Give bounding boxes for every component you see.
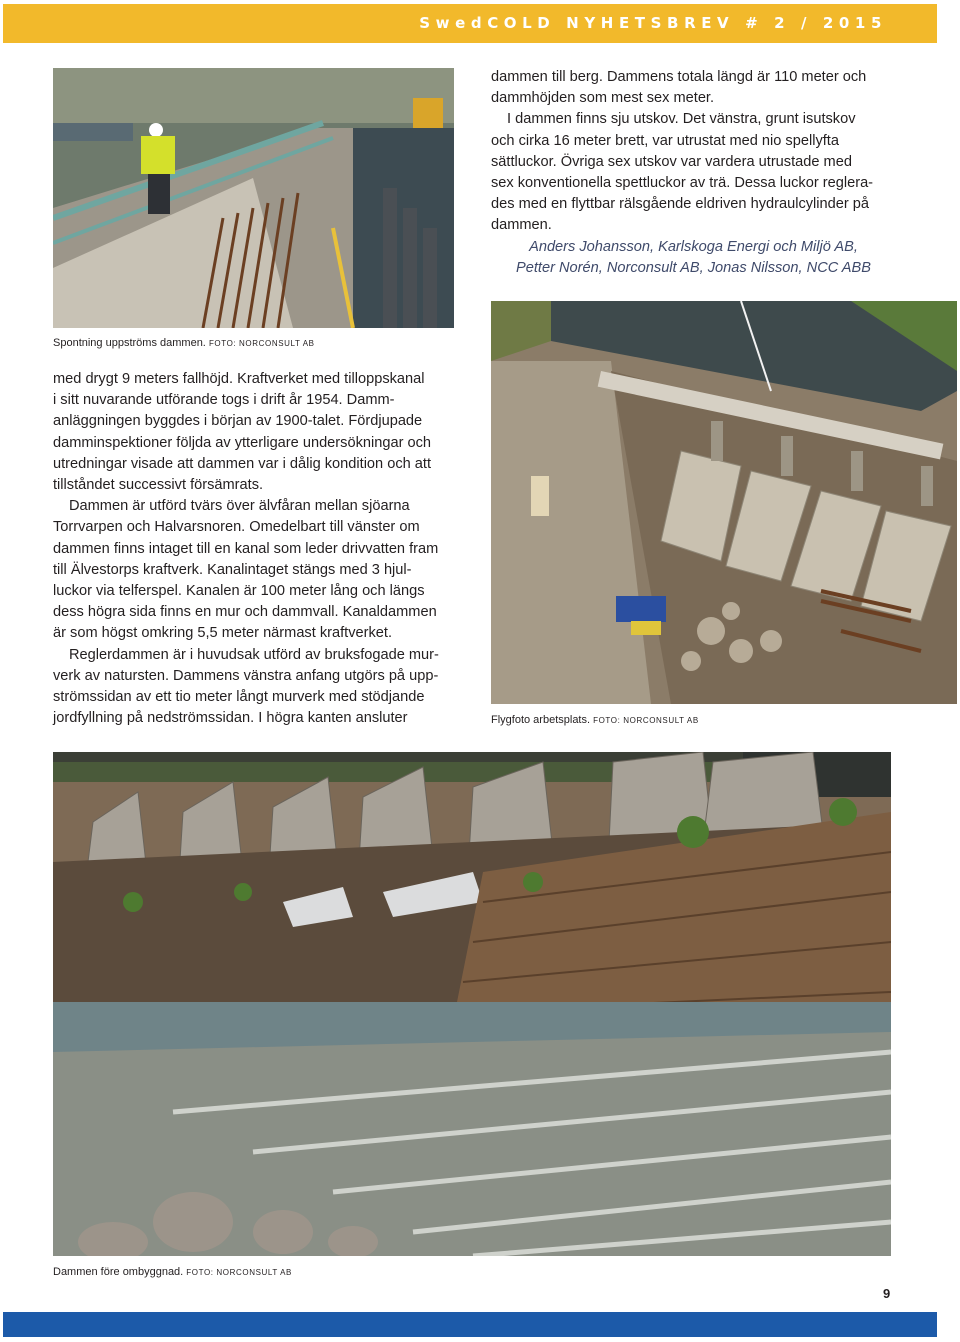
photo-sheet-piling bbox=[53, 68, 454, 328]
author-signature bbox=[491, 237, 896, 279]
newsletter-title: SwedCOLD NYHETSBREV # 2 / 2015 bbox=[419, 14, 887, 32]
photo-credit: FOTO: NORCONSULT AB bbox=[208, 339, 315, 348]
text-line: och cirka 16 meter brett, var utrustat med nio spellyfta bbox=[491, 132, 839, 149]
signature-line: Petter Norén, Norconsult AB, Jonas Nilsson, NCC ABB bbox=[516, 259, 871, 276]
text-line: tillståndet successivt försämrats. bbox=[53, 477, 264, 494]
text-line: dammen till berg. Dammens totala längd är 110 meter och bbox=[491, 69, 867, 85]
header-bar bbox=[3, 4, 937, 43]
caption-text: Spontning uppströms dammen. bbox=[53, 337, 206, 349]
caption-aerial-worksite bbox=[491, 714, 699, 726]
text-line: jordfyllning på nedströmssidan. I högra kanten ansluter bbox=[53, 710, 408, 727]
footer-bar bbox=[3, 1312, 937, 1337]
text-line: Dammen är utförd tvärs över älvfåran mellan sjöarna bbox=[69, 498, 410, 515]
text-line: dammen finns intaget till en kanal som leder drivvatten fram bbox=[53, 540, 439, 557]
text-line: luckor via telferspel. Kanalen är 100 meter lång och längs bbox=[53, 583, 425, 600]
text-line: des med en flyttbar rälsgående eldriven hydraulcylinder på bbox=[491, 196, 870, 213]
text-line: verk av natursten. Dammens vänstra anfang utgörs på upp- bbox=[53, 667, 439, 684]
text-line: utredningar visade att dammen var i dålig kondition och att bbox=[53, 455, 432, 472]
photo-aerial-worksite bbox=[491, 301, 957, 704]
text-line: till Älvestorps kraftverk. Kanalintaget stängs med 3 hjul- bbox=[53, 561, 412, 578]
text-line: dammhöjden som mest sex meter. bbox=[491, 90, 715, 107]
text-line: I dammen finns sju utskov. Det vänstra, grunt isutskov bbox=[507, 111, 856, 128]
text-line: dess högra sida finns en mur och dammvall. Kanaldammen bbox=[53, 604, 437, 621]
text-line: i sitt nuvarande utförande togs i drift år 1954. Damm- bbox=[53, 392, 395, 409]
caption-text: Flygfoto arbetsplats. bbox=[491, 714, 591, 726]
text-line: Torrvarpen och Halvarsnoren. Omedelbart till vänster om bbox=[53, 519, 420, 536]
text-line: anläggningen byggdes i början av 1900-talet. Fördjupade bbox=[53, 413, 423, 430]
caption-dam-before bbox=[53, 1266, 292, 1278]
signature-line: Anders Johansson, Karlskoga Energi och Miljö AB, bbox=[529, 238, 858, 255]
text-line: damminspektioner följda av ytterligare undersökningar och bbox=[53, 434, 432, 451]
page-number: 9 bbox=[883, 1286, 891, 1301]
photo-dam-before bbox=[53, 752, 891, 1256]
photo-credit: FOTO: NORCONSULT AB bbox=[593, 716, 699, 725]
text-line: strömssidan av ett tio meter långt murverk med stödjande bbox=[53, 689, 425, 706]
caption-text: Dammen före ombyggnad. bbox=[53, 1266, 184, 1278]
text-line: är som högst omkring 5,5 meter närmast kraftverket. bbox=[53, 625, 393, 642]
left-column-text bbox=[53, 369, 463, 729]
text-line: dammen. bbox=[491, 217, 552, 234]
text-line: med drygt 9 meters fallhöjd. Kraftverket med tilloppskanal bbox=[53, 371, 425, 387]
caption-sheet-piling bbox=[53, 337, 315, 349]
photo-credit: FOTO: NORCONSULT AB bbox=[186, 1268, 292, 1277]
right-column-text bbox=[491, 67, 911, 279]
text-line: sex konventionella spettluckor av trä. Dessa luckor reglera- bbox=[491, 175, 874, 192]
text-line: Reglerdammen är i huvudsak utförd av bruksfogade mur- bbox=[69, 646, 439, 663]
text-line: sättluckor. Övriga sex utskov var vardera utrustade med bbox=[491, 153, 852, 170]
